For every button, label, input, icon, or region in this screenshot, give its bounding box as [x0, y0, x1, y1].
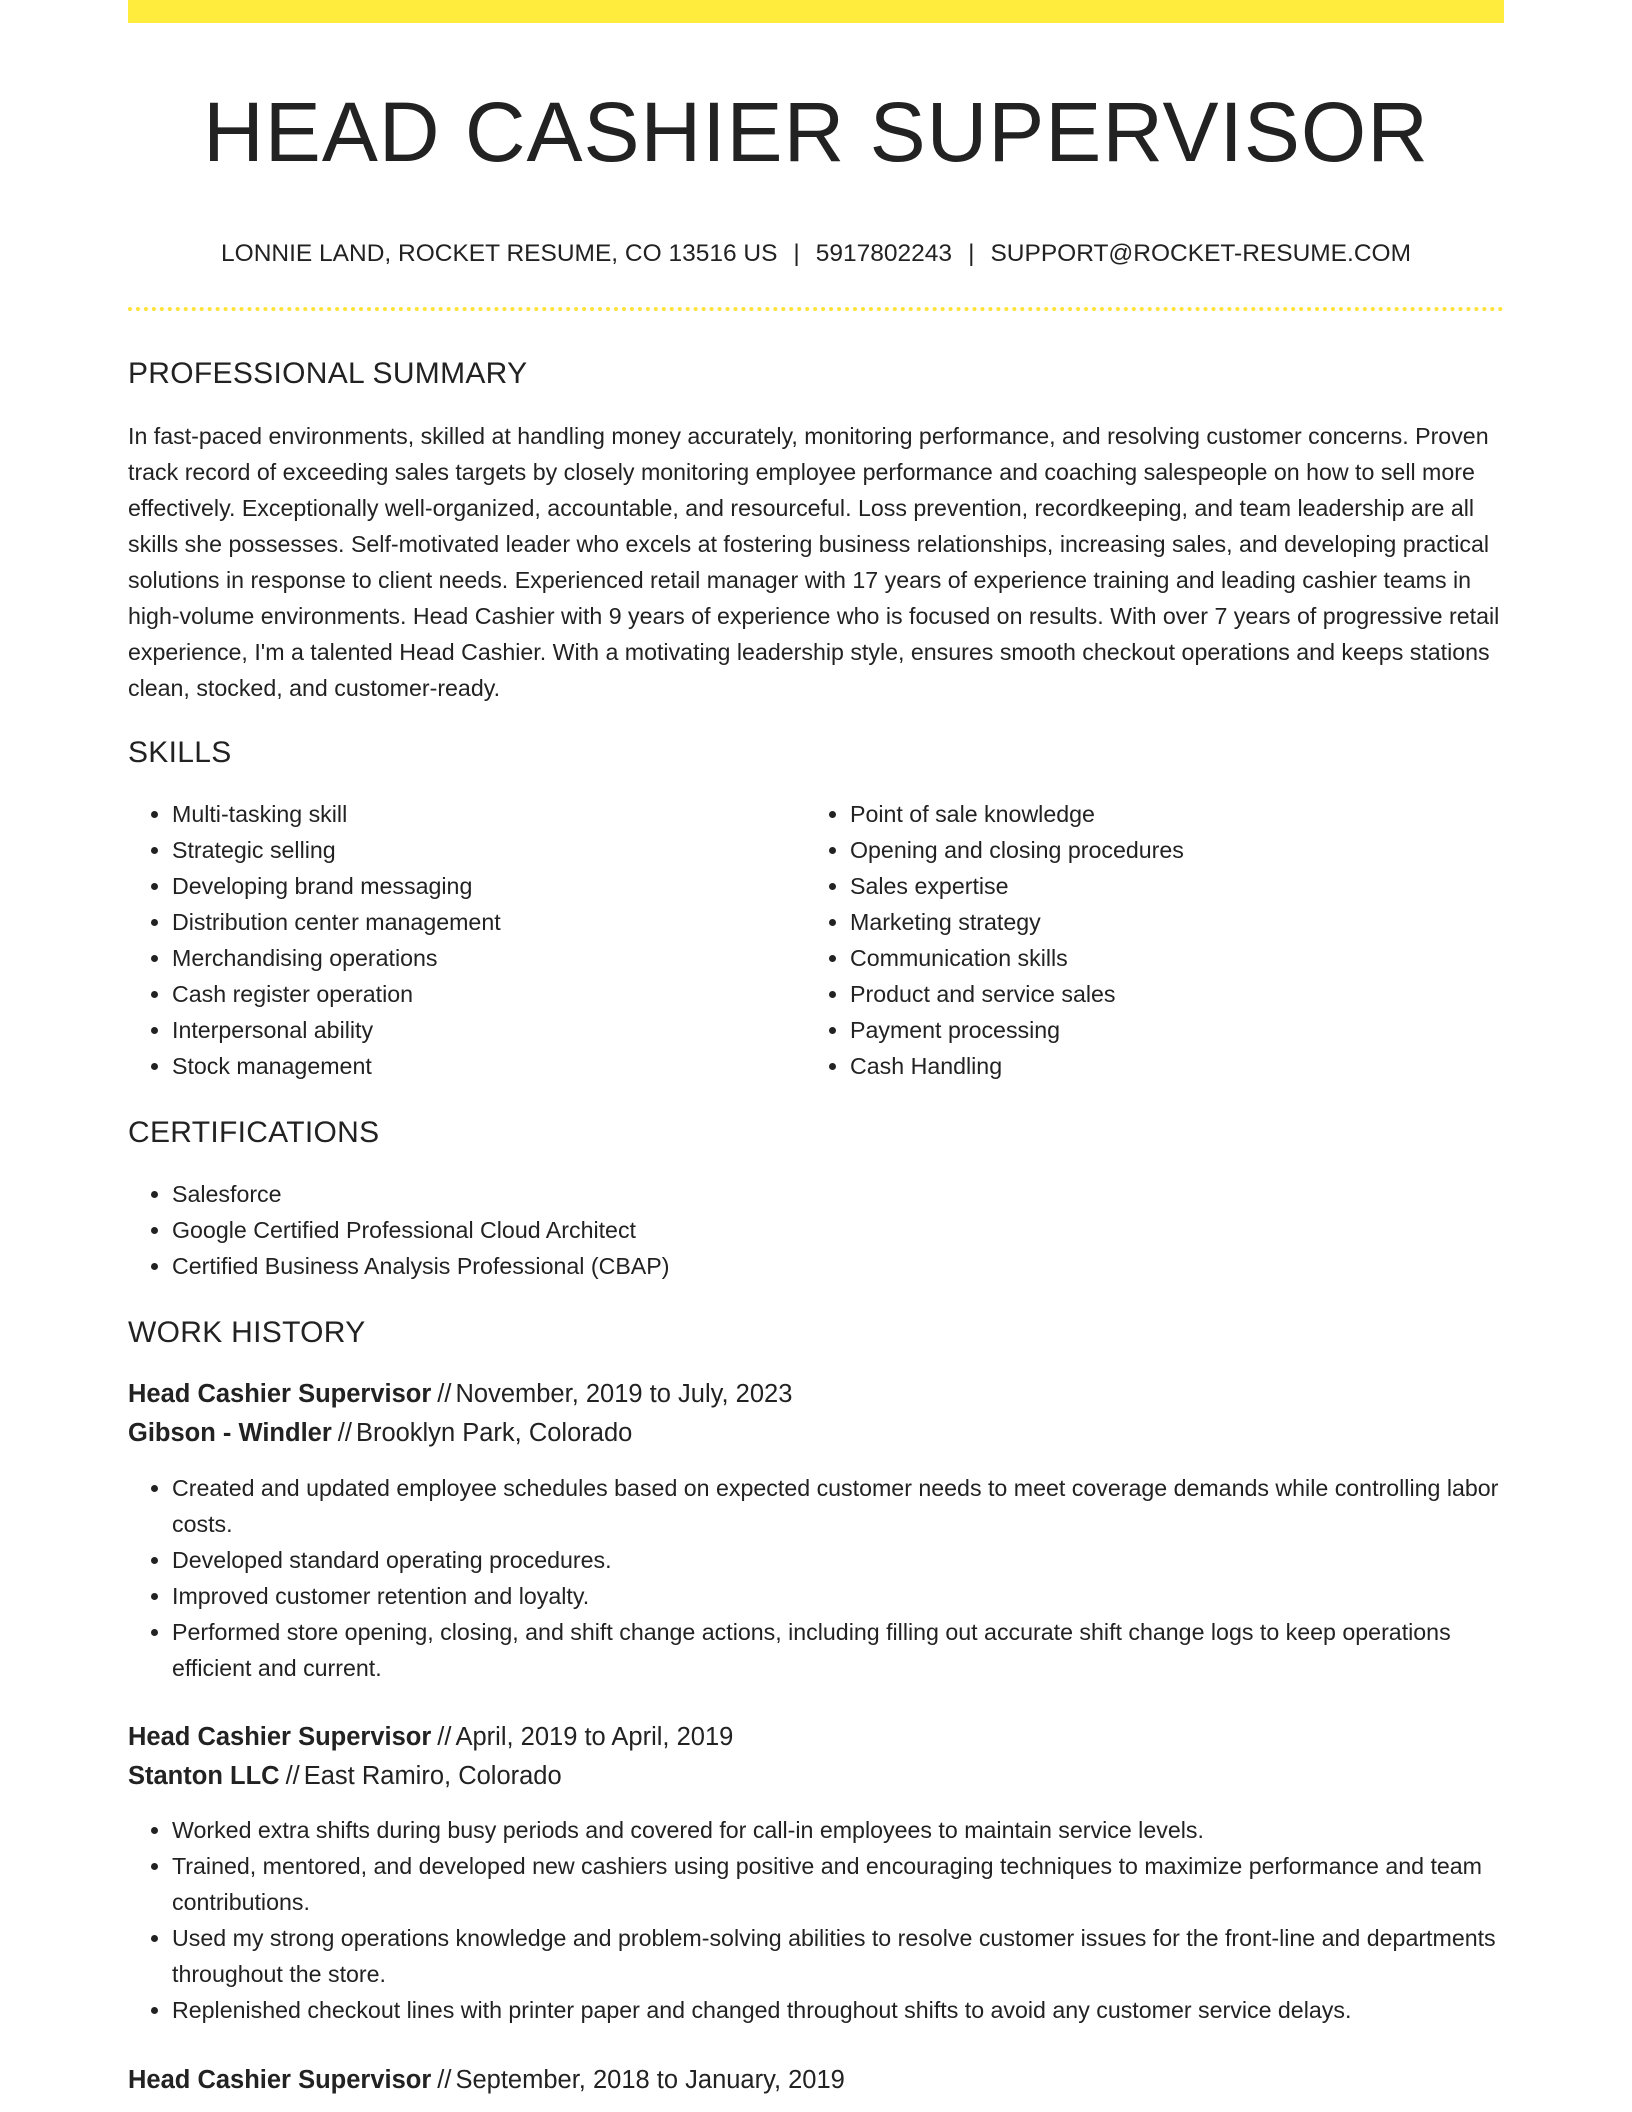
contact-line: [128, 236, 1504, 272]
job-role: Head Cashier Supervisor: [128, 2066, 432, 2094]
list-item: • Cash Handling: [850, 1048, 1490, 1084]
skills-heading: SKILLS: [128, 736, 232, 769]
job-company-line: [128, 1758, 562, 1794]
list-item: • Used my strong operations knowledge and problem-solving abilities to resolve customer issues for the front-line and departments throughout the store.: [172, 1920, 1504, 1992]
list-item: • Performed store opening, closing, and shift change actions, including filling out accurate shift change logs to keep operations efficient and current.: [172, 1614, 1504, 1686]
job-role: Head Cashier Supervisor: [128, 1723, 432, 1751]
work-history-heading: WORK HISTORY: [128, 1316, 366, 1349]
contact-address: LONNIE LAND, ROCKET RESUME, CO 13516 US: [221, 240, 778, 267]
list-item: • Created and updated employee schedules based on expected customer needs to meet coverage demands while controlling labor costs.: [172, 1470, 1504, 1542]
job-divider: //: [437, 2066, 452, 2094]
resume-title: HEAD CASHIER SUPERVISOR: [203, 85, 1429, 179]
list-item: • Developed standard operating procedures.: [172, 1542, 1504, 1578]
list-item: • Interpersonal ability: [172, 1012, 792, 1048]
list-item: • Trained, mentored, and developed new cashiers using positive and encouraging techniques to maximize performance and team contributions.: [172, 1848, 1504, 1920]
job-title-line: [128, 1376, 792, 1412]
summary-text: In fast-paced environments, skilled at handling money accurately, monitoring performance, and resolving customer concerns. Proven track record of exceeding sales targets by closely monitoring employee performance and coaching salespeople on how to sell more effectively. Exceptionally well-organized, accountable, and resourceful. Loss prevention, recordkeeping, and team leadership are all skills she possesses. Self-motivated leader who excels at fostering business relationships, increasing sales, and developing practical solutions in response to client needs. Experienced retail manager with 17 years of experience training and leading cashier teams in high-volume environments. Head Cashier with 9 years of experience who is focused on results. With over 7 years of progressive retail experience, I'm a talented Head Cashier. With a motivating leadership style, ensures smooth checkout operations and keeps stations clean, stocked, and customer-ready.: [128, 423, 1500, 701]
contact-email[interactable]: SUPPORT@ROCKET-RESUME.COM: [990, 240, 1411, 267]
list-item: • Communication skills: [850, 940, 1490, 976]
header-accent-bar: [128, 0, 1504, 23]
contact-separator: |: [968, 240, 975, 267]
contact-separator: |: [793, 240, 800, 267]
contact-phone: 5917802243: [815, 240, 953, 267]
job-dates: April, 2019 to April, 2019: [455, 1723, 734, 1751]
certifications-list: [128, 1176, 1504, 1284]
job-location: Brooklyn Park, Colorado: [355, 1419, 633, 1447]
job-company: Gibson - Windler: [128, 1419, 332, 1447]
list-item: • Cash register operation: [172, 976, 792, 1012]
summary-heading: PROFESSIONAL SUMMARY: [128, 357, 528, 390]
job-dates: November, 2019 to July, 2023: [455, 1380, 793, 1408]
job-company: Stanton LLC: [128, 1762, 280, 1790]
list-item: • Stock management: [172, 1048, 792, 1084]
job-bullets: [128, 1470, 1504, 1686]
certifications-heading: CERTIFICATIONS: [128, 1116, 380, 1149]
list-item: • Worked extra shifts during busy periods and covered for call-in employees to maintain service levels.: [172, 1812, 1504, 1848]
job-divider: //: [437, 1723, 452, 1751]
list-item: • Product and service sales: [850, 976, 1490, 1012]
job-company-line: [128, 1415, 632, 1451]
list-item: • Developing brand messaging: [172, 868, 792, 904]
skills-list-left: [128, 796, 792, 1084]
list-item: • Point of sale knowledge: [850, 796, 1490, 832]
job-role: Head Cashier Supervisor: [128, 1380, 432, 1408]
list-item: • Opening and closing procedures: [850, 832, 1490, 868]
list-item: • Multi-tasking skill: [172, 796, 792, 832]
job-dates: September, 2018 to January, 2019: [455, 2066, 845, 2094]
job-bullets: [128, 1812, 1504, 2028]
list-item: • Strategic selling: [172, 832, 792, 868]
job-title-line: [128, 1719, 733, 1755]
list-item: • Merchandising operations: [172, 940, 792, 976]
job-divider: //: [337, 1419, 352, 1447]
list-item: • Google Certified Professional Cloud Architect: [172, 1212, 1504, 1248]
list-item: • Marketing strategy: [850, 904, 1490, 940]
list-item: • Improved customer retention and loyalty.: [172, 1578, 1504, 1614]
list-item: • Payment processing: [850, 1012, 1490, 1048]
job-title-line: [128, 2062, 845, 2098]
list-item: • Sales expertise: [850, 868, 1490, 904]
job-divider: //: [285, 1762, 300, 1790]
skills-list-right: [806, 796, 1490, 1084]
header-dotted-divider: [128, 307, 1504, 311]
list-item: • Replenished checkout lines with printer paper and changed throughout shifts to avoid any customer service delays.: [172, 1992, 1504, 2028]
job-divider: //: [437, 1380, 452, 1408]
list-item: • Distribution center management: [172, 904, 792, 940]
list-item: • Certified Business Analysis Professional (CBAP): [172, 1248, 1504, 1284]
list-item: • Salesforce: [172, 1176, 1504, 1212]
job-location: East Ramiro, Colorado: [303, 1762, 562, 1790]
